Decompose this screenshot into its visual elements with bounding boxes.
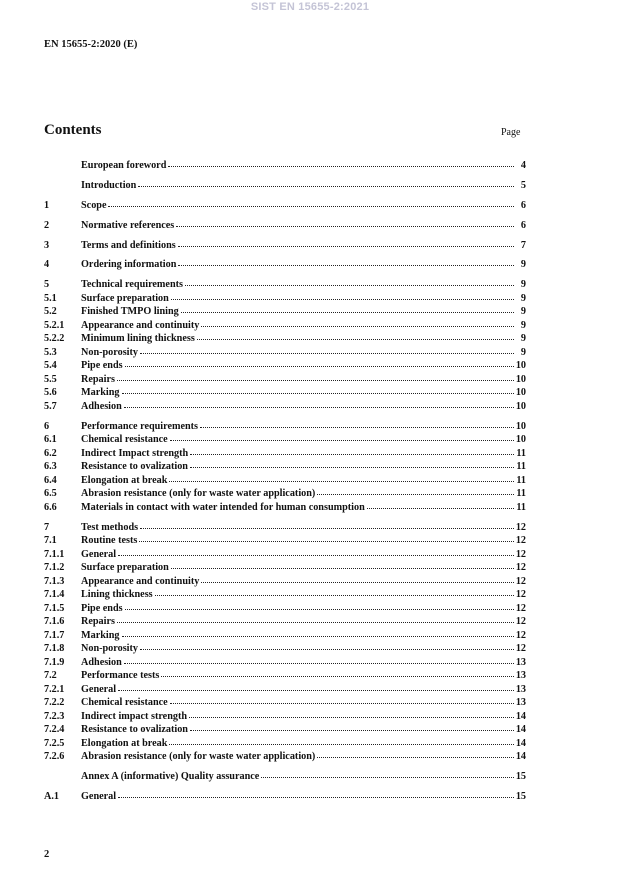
toc-entry-title: Routine tests [81,535,138,547]
document-id: EN 15655-2:2020 (E) [44,39,138,50]
toc-entry[interactable] [44,419,526,433]
toc-entry[interactable] [44,500,526,514]
toc-dot-leader [178,256,514,266]
toc-entry[interactable] [44,614,526,628]
toc-entry[interactable] [44,399,526,413]
toc-entry-number: 7.2.2 [44,697,65,709]
toc-entry-number: 7 [44,521,50,533]
toc-entry-page: 7 [520,239,526,251]
page-number: 2 [44,849,50,860]
toc-entry-title: Ordering information [81,259,177,271]
toc-entry-number: 7.2.4 [44,724,65,736]
toc-dot-leader [161,667,513,677]
toc-entry-number: 5.2 [44,306,57,318]
toc-entry-number: 5.2.1 [44,319,65,331]
toc-entry[interactable] [44,587,526,601]
toc-entry-title: Pipe ends [81,360,123,372]
toc-entry[interactable] [44,218,526,232]
toc-entry-page: 4 [520,160,526,171]
toc-entry-page: 14 [515,710,526,722]
toc-entry-number: 5.7 [44,400,57,412]
toc-entry[interactable] [44,682,526,696]
toc-entry-title: Surface preparation [81,562,169,574]
toc-entry-page: 13 [515,656,526,668]
toc-entry-title: Adhesion [81,656,122,668]
toc-entry-title: Terms and definitions [81,239,176,251]
toc-entry-title: Indirect Impact strength [81,447,189,459]
toc-entry-page: 5 [520,179,526,191]
toc-dot-leader [122,384,514,394]
toc-entry[interactable] [44,520,526,534]
toc-entry-title: Resistance to ovalization [81,461,188,473]
toc-entry-title: Repairs [81,373,115,385]
toc-dot-leader [190,445,514,455]
toc-entry-title: Pipe ends [81,602,123,614]
toc-entry[interactable] [44,722,526,736]
toc-entry[interactable] [44,789,526,803]
toc-entry[interactable] [44,446,526,460]
toc-entry-page: 9 [520,259,526,271]
toc-entry-page: 10 [515,420,526,432]
toc-dot-leader [140,640,514,650]
toc-entry-title: Materials in contact with water intended for human consumption [81,501,365,513]
toc-entry-number: 5.5 [44,373,57,385]
toc-dot-leader [122,627,514,637]
toc-entry-page: 11 [516,474,526,486]
toc-entry[interactable] [44,769,526,783]
toc-dot-leader [178,237,514,247]
watermark: SIST EN 15655-2:2021 [250,1,370,13]
toc-dot-leader [201,317,514,327]
toc-entry-title: Appearance and continuity [81,575,200,587]
toc-dot-leader [155,586,514,596]
toc-dot-leader [181,303,514,313]
toc-dot-leader [185,276,514,286]
toc-entry-number: 4 [44,259,50,271]
toc-entry-number: 7.2.3 [44,710,65,722]
toc-entry-number: 6.6 [44,501,57,513]
toc-entry-title: Finished TMPO lining [81,306,179,318]
toc-entry-number: 6 [44,420,50,432]
toc-dot-leader [139,532,514,542]
toc-entry-title: Non-porosity [81,346,138,358]
toc-entry-page: 12 [515,629,526,641]
toc-entry-title: Minimum lining thickness [81,333,195,345]
toc-entry-number: 7.1.5 [44,602,65,614]
toc-entry-page: 13 [515,697,526,709]
toc-entry-title: Repairs [81,616,115,628]
toc-entry-title: Technical requirements [81,279,183,291]
toc-entry[interactable] [44,331,526,345]
toc-dot-leader [140,344,514,354]
toc-entry-page: 10 [515,373,526,385]
toc-entry[interactable] [44,574,526,588]
toc-entry-page: 13 [515,683,526,695]
toc-entry-number: 6.3 [44,461,57,473]
toc-dot-leader [118,788,514,798]
toc-entry[interactable] [44,641,526,655]
toc-entry-page: 14 [515,724,526,736]
toc-entry-title: Appearance and continuity [81,319,200,331]
toc-entry-title: Elongation at break [81,474,168,486]
toc-entry-page: 10 [515,400,526,412]
toc-dot-leader [189,708,514,718]
toc-entry-page: 10 [515,434,526,446]
contents-heading: Contents [44,122,102,138]
toc-entry-number: 7.1.2 [44,562,65,574]
toc-dot-leader [169,472,514,482]
toc-entry-title: Resistance to ovalization [81,724,188,736]
toc-entry-number: 6.1 [44,434,57,446]
toc-entry-page: 9 [520,279,526,291]
toc-dot-leader [140,519,514,529]
toc-entry-page: 12 [515,548,526,560]
toc-entry-number: 7.1.4 [44,589,65,601]
toc-entry-title: Abrasion resistance (only for waste water application) [81,751,316,763]
toc-entry-number: 5.6 [44,387,57,399]
page-column-label: Page [501,127,521,138]
toc-entry-page: 6 [520,219,526,231]
toc-dot-leader [197,330,514,340]
toc-entry[interactable] [44,459,526,473]
toc-entry-title: Test methods [81,521,139,533]
toc-entry-page: 10 [515,360,526,372]
toc-entry-title: Surface preparation [81,292,169,304]
toc-entry-number: A.1 [44,790,59,802]
toc-dot-leader [125,357,514,367]
toc-entry-page: 12 [515,535,526,547]
toc-entry-number: 7.2 [44,670,57,682]
toc-entry-page: 9 [520,306,526,318]
table-of-contents [44,158,526,802]
toc-entry-title: Normative references [81,219,175,231]
toc-dot-leader [169,735,513,745]
toc-dot-leader [170,694,514,704]
toc-entry-number: 3 [44,239,50,251]
toc-entry-number: 6.5 [44,488,57,500]
toc-entry-page: 12 [515,602,526,614]
toc-entry[interactable] [44,385,526,399]
toc-entry-number: 5.4 [44,360,57,372]
toc-entry-page: 14 [515,751,526,763]
toc-entry[interactable] [44,695,526,709]
toc-entry[interactable] [44,178,526,192]
toc-entry-title: General [81,790,117,802]
toc-dot-leader [124,654,514,664]
toc-entry-number: 7.1.7 [44,629,65,641]
toc-entry-page: 12 [515,643,526,655]
toc-entry-number: 5 [44,279,50,291]
toc-entry-title: General [81,683,117,695]
toc-entry-title: European foreword [81,160,167,171]
toc-entry-title: Marking [81,629,120,641]
toc-entry-number: 5.1 [44,292,57,304]
toc-entry[interactable] [44,277,526,291]
toc-entry-title: Performance tests [81,670,160,682]
toc-entry[interactable] [44,158,526,172]
toc-entry[interactable] [44,736,526,750]
toc-entry-page: 12 [515,575,526,587]
toc-entry[interactable] [44,318,526,332]
toc-dot-leader [201,573,514,583]
toc-entry-title: Chemical resistance [81,697,168,709]
toc-dot-leader [317,485,514,495]
toc-dot-leader [367,499,514,509]
toc-entry-page: 15 [515,790,526,802]
toc-entry[interactable] [44,486,526,500]
toc-dot-leader [117,371,514,381]
toc-entry-number: 1 [44,199,50,211]
toc-entry-page: 15 [515,771,526,783]
toc-entry-page: 12 [515,521,526,533]
toc-entry-page: 9 [520,319,526,331]
toc-dot-leader [168,157,514,167]
toc-dot-leader [124,398,514,408]
toc-entry-title: Introduction [81,179,137,191]
toc-entry-title: Performance requirements [81,420,199,432]
toc-dot-leader [190,721,514,731]
toc-entry-page: 12 [515,562,526,574]
toc-dot-leader [176,217,514,227]
toc-entry-number: 7.2.5 [44,737,65,749]
toc-entry-number: 6.4 [44,474,57,486]
toc-entry[interactable] [44,257,526,271]
toc-entry-title: General [81,548,117,560]
toc-entry-title: Non-porosity [81,643,138,655]
toc-entry[interactable] [44,473,526,487]
toc-dot-leader [117,613,514,623]
toc-entry-title: Chemical resistance [81,434,168,446]
toc-entry-number: 2 [44,219,50,231]
toc-dot-leader [170,431,514,441]
toc-dot-leader [118,681,514,691]
toc-entry[interactable] [44,601,526,615]
toc-entry-number: 7.2.1 [44,683,65,695]
toc-entry-number: 7.1.9 [44,656,65,668]
toc-dot-leader [171,559,514,569]
toc-dot-leader [171,290,514,300]
toc-entry-number: 7.1.8 [44,643,65,655]
toc-entry[interactable] [44,668,526,682]
toc-entry[interactable] [44,547,526,561]
toc-entry[interactable] [44,749,526,763]
toc-entry-number: 7.1 [44,535,57,547]
toc-entry[interactable] [44,628,526,642]
toc-entry[interactable] [44,533,526,547]
toc-entry-page: 6 [520,199,526,211]
toc-entry-page: 11 [516,488,526,500]
toc-dot-leader [200,418,514,428]
toc-entry-page: 13 [515,670,526,682]
toc-dot-leader [317,748,514,758]
toc-entry-number: 7.1.6 [44,616,65,628]
toc-entry-number: 7.1.3 [44,575,65,587]
toc-entry-number: 6.2 [44,447,57,459]
toc-entry[interactable] [44,304,526,318]
toc-entry[interactable] [44,358,526,372]
toc-entry-number: 7.1.1 [44,548,65,560]
toc-entry-page: 9 [520,333,526,345]
toc-entry-title: Annex A (informative) Quality assurance [81,771,260,783]
toc-entry[interactable] [44,238,526,252]
toc-entry[interactable] [44,560,526,574]
toc-entry-page: 9 [520,346,526,358]
toc-entry-title: Adhesion [81,400,122,412]
toc-entry-title: Elongation at break [81,737,168,749]
toc-entry-page: 14 [515,737,526,749]
toc-dot-leader [125,600,514,610]
toc-entry-title: Marking [81,387,120,399]
toc-entry[interactable] [44,655,526,669]
toc-dot-leader [108,197,514,207]
toc-entry-number: 7.2.6 [44,751,65,763]
toc-entry[interactable] [44,345,526,359]
toc-entry-title: Indirect impact strength [81,710,188,722]
toc-entry-number: 5.2.2 [44,333,65,345]
toc-entry-page: 12 [515,589,526,601]
toc-entry[interactable] [44,432,526,446]
toc-entry-title: Lining thickness [81,589,153,601]
toc-entry-page: 11 [516,447,526,459]
toc-dot-leader [118,546,514,556]
toc-entry[interactable] [44,372,526,386]
toc-entry-page: 12 [515,616,526,628]
toc-entry-title: Abrasion resistance (only for waste water application) [81,488,316,500]
toc-entry-number: 5.3 [44,346,57,358]
toc-entry-page: 10 [515,387,526,399]
toc-dot-leader [261,768,514,778]
toc-entry[interactable] [44,709,526,723]
toc-entry-title: Scope [81,199,107,211]
toc-entry[interactable] [44,291,526,305]
toc-entry-page: 9 [520,292,526,304]
toc-entry[interactable] [44,198,526,212]
toc-dot-leader [190,458,514,468]
toc-entry-page: 11 [516,461,526,473]
toc-dot-leader [138,177,514,187]
toc-entry-page: 11 [516,501,526,513]
